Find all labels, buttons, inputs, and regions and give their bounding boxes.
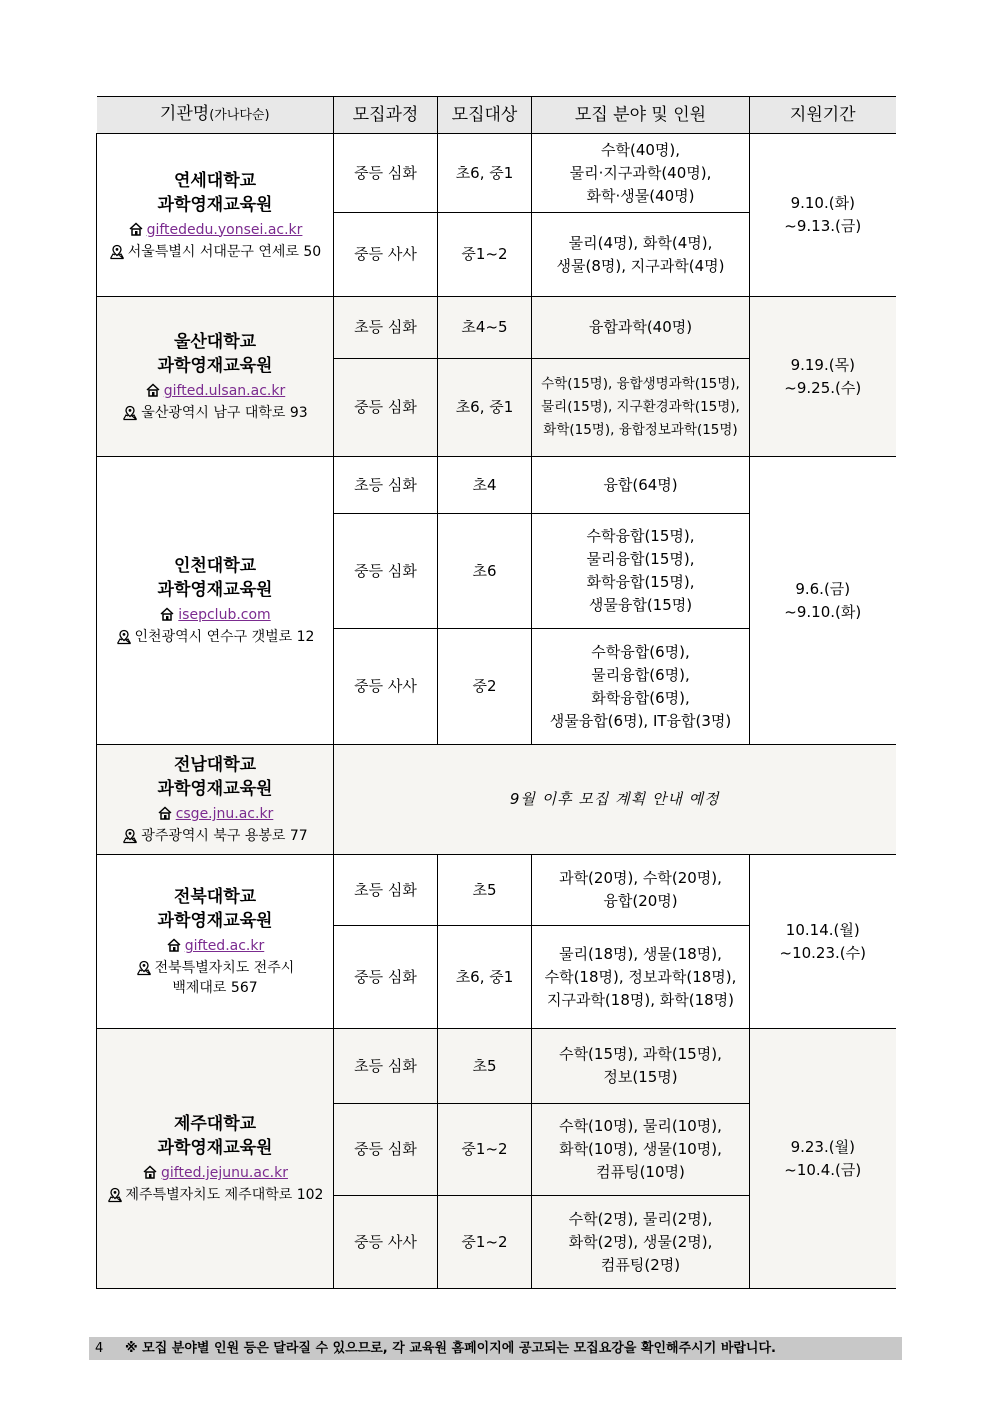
- course-cell: 중등 심화: [334, 926, 438, 1029]
- home-icon: [142, 1164, 158, 1180]
- course-cell: 초등 심화: [334, 855, 438, 926]
- header-institution: 기관명(가나다순): [97, 97, 334, 134]
- fields-cell: 수학(40명), 물리·지구과학(40명), 화학·생물(40명): [532, 134, 750, 213]
- institution-cell: [97, 745, 334, 855]
- institution-cell: [97, 297, 334, 457]
- target-cell: 초4: [438, 457, 532, 514]
- institution-address-line2: 백제대로 567: [172, 980, 258, 996]
- map-location-icon: [107, 1187, 123, 1203]
- institution-name: 연세대학교: [173, 170, 257, 191]
- period-cell: 9.10.(화) ~9.13.(금): [750, 134, 896, 297]
- gifted-education-table: [96, 96, 896, 1289]
- institution-url-link[interactable]: gifted.ulsan.ac.kr: [163, 383, 286, 399]
- institution-name: 제주대학교: [173, 1114, 257, 1134]
- page-number: 4: [95, 1341, 104, 1356]
- institution-address: 전북특별자치도 전주시: [154, 960, 295, 976]
- institution-name: 전남대학교: [173, 755, 257, 775]
- institution-subname: 과학영재교육원: [157, 779, 273, 799]
- footer-notice-bar: [89, 1337, 902, 1360]
- course-cell: 중등 심화: [334, 134, 438, 213]
- institution-address: 제주특별자치도 제주대학로 102: [125, 1187, 324, 1203]
- fields-cell: 물리(18명), 생물(18명), 수학(18명), 정보과학(18명), 지구과학(18명), 화학(18명): [532, 926, 750, 1029]
- table-row: [97, 855, 896, 926]
- home-icon: [128, 221, 144, 237]
- target-cell: 초4~5: [438, 297, 532, 359]
- fields-cell: 융합과학(40명): [532, 297, 750, 359]
- home-icon: [159, 606, 175, 622]
- period-cell: 10.14.(월) ~10.23.(수): [750, 855, 896, 1029]
- target-cell: 중1~2: [438, 1104, 532, 1196]
- map-location-icon: [116, 629, 132, 645]
- course-cell: 초등 심화: [334, 297, 438, 359]
- table-row: [97, 745, 896, 855]
- course-cell: 중등 사사: [334, 629, 438, 745]
- target-cell: 중1~2: [438, 1196, 532, 1289]
- institution-cell: [97, 457, 334, 745]
- course-cell: 중등 사사: [334, 1196, 438, 1289]
- home-icon: [145, 382, 161, 398]
- header-target: 모집대상: [438, 97, 532, 134]
- fields-cell: 융합(64명): [532, 457, 750, 514]
- table-row: [97, 1029, 896, 1104]
- table-row: [97, 457, 896, 514]
- home-icon: [166, 937, 182, 953]
- header-course: 모집과정: [334, 97, 438, 134]
- table-row: [97, 297, 896, 359]
- target-cell: 초6, 중1: [438, 134, 532, 213]
- course-cell: 중등 사사: [334, 213, 438, 297]
- institution-url-link[interactable]: giftededu.yonsei.ac.kr: [146, 221, 303, 238]
- institution-url-link[interactable]: gifted.ac.kr: [184, 938, 265, 954]
- recruitment-notice: 9월 이후 모집 계획 안내 예정: [334, 745, 896, 855]
- map-location-icon: [136, 960, 152, 976]
- target-cell: 초6, 중1: [438, 926, 532, 1029]
- home-icon: [157, 805, 173, 821]
- period-cell: 9.6.(금) ~9.10.(화): [750, 457, 896, 745]
- table-header-row: [97, 97, 896, 134]
- institution-cell: [97, 1029, 334, 1289]
- fields-cell: 수학(15명), 융합생명과학(15명), 물리(15명), 지구환경과학(15명), 화학(15명), 융합정보과학(15명): [532, 359, 750, 457]
- target-cell: 초6: [438, 514, 532, 629]
- course-cell: 중등 심화: [334, 359, 438, 457]
- header-period: 지원기간: [750, 97, 896, 134]
- target-cell: 중1~2: [438, 213, 532, 297]
- course-cell: 초등 심화: [334, 457, 438, 514]
- footer-notice: ※ 모집 분야별 인원 등은 달라질 수 있으므로, 각 교육원 홈페이지에 공고되는 모집요강을 확인해주시기 바랍니다.: [125, 1341, 776, 1356]
- institution-name: 울산대학교: [173, 332, 257, 352]
- header-fields: 모집 분야 및 인원: [532, 97, 750, 134]
- institution-address: 광주광역시 북구 용봉로 77: [141, 828, 308, 844]
- map-location-icon: [122, 828, 138, 844]
- period-cell: 9.23.(월) ~10.4.(금): [750, 1029, 896, 1289]
- institution-address: 서울특별시 서대문구 연세로 50: [127, 243, 322, 260]
- fields-cell: 물리(4명), 화학(4명), 생물(8명), 지구과학(4명): [532, 213, 750, 297]
- institution-subname: 과학영재교육원: [157, 356, 273, 376]
- institution-cell: [97, 134, 334, 297]
- course-cell: 중등 심화: [334, 514, 438, 629]
- institution-name: 전북대학교: [173, 887, 257, 907]
- fields-cell: 수학융합(6명), 물리융합(6명), 화학융합(6명), 생물융합(6명), IT융합(3명): [532, 629, 750, 745]
- target-cell: 중2: [438, 629, 532, 745]
- map-location-icon: [109, 244, 125, 260]
- fields-cell: 수학(15명), 과학(15명), 정보(15명): [532, 1029, 750, 1104]
- fields-cell: 과학(20명), 수학(20명), 융합(20명): [532, 855, 750, 926]
- institution-subname: 과학영재교육원: [157, 911, 273, 931]
- institution-url-link[interactable]: gifted.jejunu.ac.kr: [161, 1165, 288, 1181]
- institution-name: 인천대학교: [173, 556, 257, 576]
- institution-subname: 과학영재교육원: [157, 580, 273, 600]
- map-location-icon: [122, 405, 138, 421]
- institution-cell: [97, 855, 334, 1029]
- institution-url-link[interactable]: isepclub.com: [178, 607, 271, 623]
- fields-cell: 수학융합(15명), 물리융합(15명), 화학융합(15명), 생물융합(15명): [532, 514, 750, 629]
- target-cell: 초6, 중1: [438, 359, 532, 457]
- institution-address: 울산광역시 남구 대학로 93: [141, 405, 308, 421]
- institution-url-link[interactable]: csge.jnu.ac.kr: [175, 806, 274, 822]
- institution-subname: 과학영재교육원: [157, 1138, 273, 1158]
- fields-cell: 수학(2명), 물리(2명), 화학(2명), 생물(2명), 컴퓨팅(2명): [532, 1196, 750, 1289]
- table-row: [97, 134, 896, 213]
- target-cell: 초5: [438, 855, 532, 926]
- target-cell: 초5: [438, 1029, 532, 1104]
- institution-subname: 과학영재교육원: [157, 194, 273, 215]
- course-cell: 중등 심화: [334, 1104, 438, 1196]
- institution-address: 인천광역시 연수구 갯벌로 12: [134, 629, 315, 645]
- course-cell: 초등 심화: [334, 1029, 438, 1104]
- fields-cell: 수학(10명), 물리(10명), 화학(10명), 생물(10명), 컴퓨팅(10명): [532, 1104, 750, 1196]
- period-cell: 9.19.(목) ~9.25.(수): [750, 297, 896, 457]
